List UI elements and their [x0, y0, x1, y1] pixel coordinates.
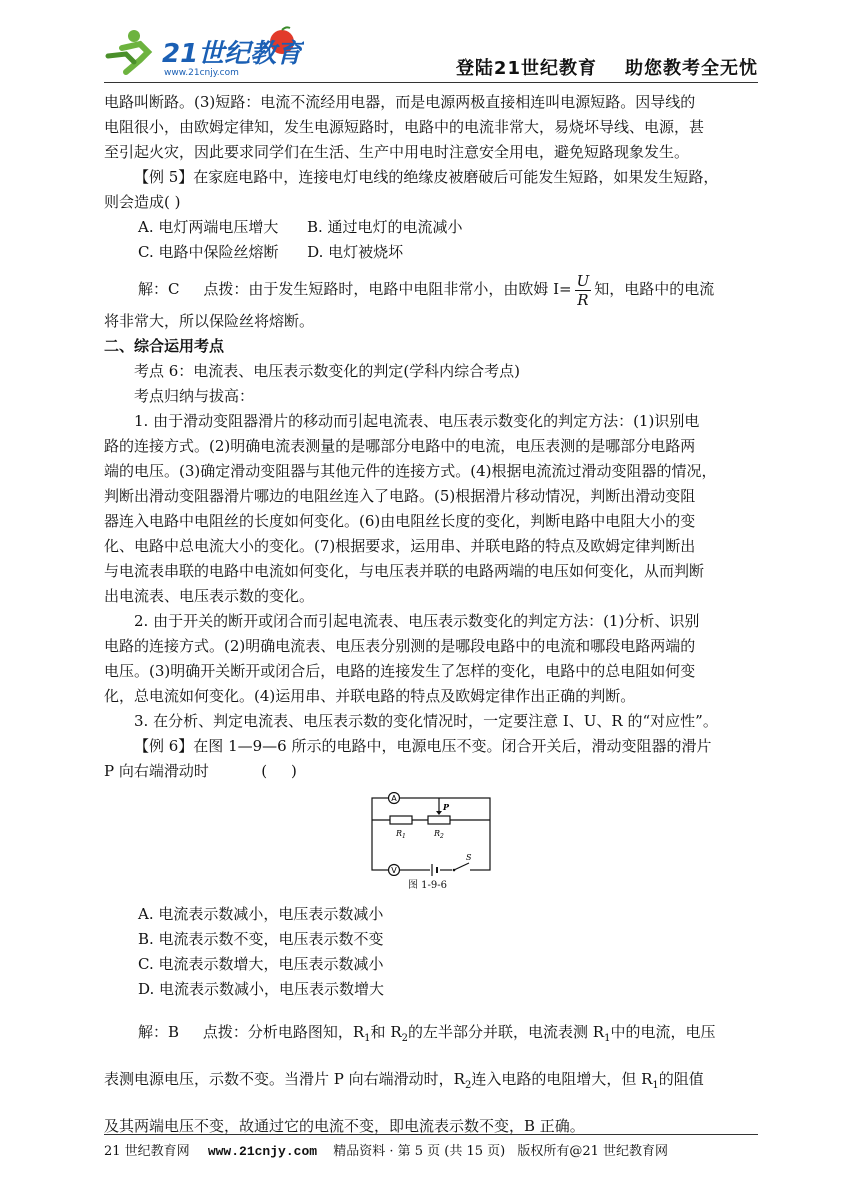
resistor-r1	[390, 816, 412, 840]
example5-solution-cont: 将非常大，所以保险丝将熔断。	[104, 311, 315, 330]
method2-line: 化，总电流如何变化。(4)运用串、并联电路的特点及欧姆定律作出正确的判断。	[104, 686, 636, 705]
example5-solution: 解：C 点拨：由于发生短路时，电路中电阻非常小，由欧姆 I= $\frac{U}{R}$ 知，电路中的电流	[138, 271, 715, 309]
method2-line: 2. 由于开关的断开或闭合而引起电流表、电压表示数变化的判定方法：(1)分析、识别	[134, 611, 700, 630]
method2-line: 电路的连接方式。(2)明确电流表、电压表分别测的是哪段电路中的电流和哪段电路两端的	[104, 636, 696, 655]
slogan-right: 助您教考全无忧	[625, 58, 758, 79]
method1-line: 端的电压。(3)确定滑动变阻器与其他元件的连接方式。(4)根据电流流过滑动变阻器的情况，	[104, 461, 717, 480]
figure-caption: 图 1-9-6	[408, 879, 448, 891]
footer-divider	[104, 1134, 758, 1135]
method1-line: 1. 由于滑动变阻器滑片的移动而引起电流表、电压表示数变化的判定方法：(1)识别电	[134, 411, 700, 430]
method1-line: 路的连接方式。(2)明确电流表测量的是哪部分电路中的电流，电压表测的是哪部分电路两	[104, 436, 696, 455]
voltmeter-icon	[389, 864, 400, 875]
logo-text: 21世纪教育	[162, 39, 303, 69]
footer-url[interactable]: www.21cnjy.com	[207, 1144, 318, 1159]
kaodian-summary: 考点归纳与拔高：	[134, 386, 255, 405]
ohm-fraction: $\frac{U}{R}$	[576, 271, 590, 309]
logo-url: www.21cnjy.com	[164, 68, 239, 78]
method2-line: 电压。(3)明确开关断开或闭合后，电路的连接发生了怎样的变化，电路中的总电阻如何变	[104, 661, 696, 680]
page-body	[104, 90, 758, 1146]
runner-icon	[108, 30, 148, 72]
ammeter-icon	[389, 792, 400, 803]
example6-option-c: C. 电流表示数增大，电压表示数减小	[138, 954, 384, 973]
footer-copyright: 版权所有@21 世纪教育网	[517, 1144, 669, 1159]
svg-text:V: V	[391, 865, 397, 875]
method1-line: 判断出滑动变阻器滑片哪边的电阻丝连入了电路。(5)根据滑片移动情况，判断出滑动变阻	[104, 486, 696, 505]
method1-line: 与电流表串联的电路中电流如何变化，与电压表并联的电路两端的电压如何变化，从而判断	[104, 561, 705, 580]
example5-question: 【例 5】在家庭电路中，连接电灯电线的绝缘皮被磨破后可能发生短路，如果发生短路，	[134, 168, 719, 186]
text-line: 至引起火灾，因此要求同学们在生活、生产中用电时注意安全用电，避免短路现象发生。	[104, 143, 690, 161]
svg-text:P: P	[443, 801, 450, 812]
section-title: 二、综合运用考点	[104, 336, 225, 355]
svg-text:R1: $R_1$	[396, 828, 406, 840]
header-divider	[104, 82, 758, 83]
kaodian-6: 考点 6：电流表、电压表示数变化的判定(学科内综合考点)	[134, 361, 521, 380]
example6-option-b: B. 电流表示数不变，电压表示数不变	[138, 929, 384, 948]
footer-site: 21 世纪教育网	[104, 1144, 190, 1159]
example6-option-a: A. 电流表示数减小，电压表示数减小	[138, 904, 384, 923]
method3-line: 3. 在分析、判定电流表、电压表示数的变化情况时，一定要注意 I、U、R 的“对应性”。	[134, 711, 718, 730]
example6-question-cont: P 向右端滑动时 ( )	[104, 761, 297, 780]
slogan-left: 登陆21世纪教育	[455, 58, 597, 79]
circuit-diagram	[366, 792, 496, 876]
footer-page-info: 精品资料 · 第 5 页 (共 15 页)	[333, 1144, 506, 1159]
method1-line: 化、电路中总电流大小的变化。(7)根据要求，运用串、并联电路的特点及欧姆定律判断出	[104, 536, 696, 555]
text-line: 电阻很小，由欧姆定律知，发生电源短路时，电路中的电流非常大，易烧坏导线、电源，甚	[104, 118, 705, 136]
site-logo	[104, 26, 304, 78]
svg-text:A: A	[391, 793, 397, 803]
example5-question-cont: 则会造成( )	[104, 193, 181, 211]
example6-solution: 解：B 点拨：分析电路图知，$R_1$和 $R_2$的左半部分并联，电流表测 $R_1$中的电流，电压	[138, 1022, 716, 1044]
example6-question: 【例 6】在图 1—9—6 所示的电路中，电源电压不变。闭合开关后，滑动变阻器的滑片	[134, 736, 712, 755]
switch-icon	[452, 853, 472, 872]
page-footer	[104, 1140, 668, 1159]
rheostat-r2	[428, 798, 450, 840]
method1-line: 器连入电路中电阻丝的长度如何变化。(6)由电阻丝长度的变化，判断电路中电阻大小的变	[104, 511, 696, 530]
page-header	[104, 20, 758, 82]
battery-icon	[430, 862, 440, 876]
example6-solution-end: 及其两端电压不变，故通过它的电流不变，即电流表示数不变，B 正确。	[104, 1116, 585, 1135]
example5-options-ab: A. 电灯两端电压增大 B. 通过电灯的电流减小	[138, 218, 463, 236]
example6-option-d: D. 电流表示数减小，电压表示数增大	[138, 979, 385, 998]
header-slogan	[428, 54, 758, 80]
svg-text:S: S	[466, 852, 472, 862]
text-line: 电路叫断路。(3)短路：电流不流经用电器，而是电源两极直接相连叫电源短路。因导线的	[104, 93, 696, 111]
svg-text:R2: $R_2$	[434, 828, 444, 840]
example5-options-cd: C. 电路中保险丝熔断 D. 电灯被烧坏	[138, 243, 404, 261]
example6-solution-cont: 表测电源电压，示数不变。当滑片 P 向右端滑动时，$R_2$连入电路的电阻增大，但 $R_1$的阻值	[104, 1069, 704, 1091]
method1-line: 出电流表、电压表示数的变化。	[104, 586, 315, 605]
